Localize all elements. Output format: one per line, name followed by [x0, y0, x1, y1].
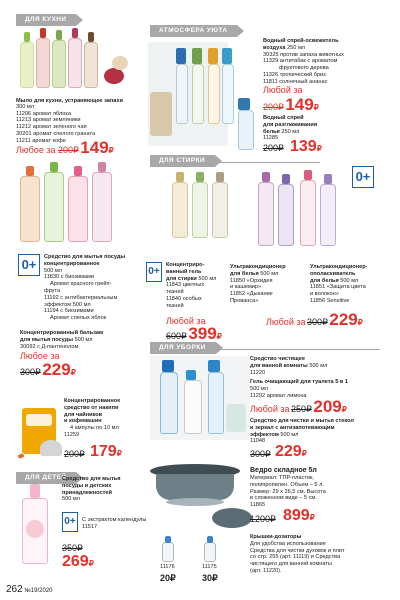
kids-sub: [82, 517, 152, 531]
kettle-sub: 4 ампулы по 10 мл: [70, 425, 119, 432]
dish-volume: 500 мл: [44, 267, 62, 274]
kettle-old-price: 200₽: [64, 449, 85, 459]
gel-variant-desc: тканей: [166, 302, 184, 309]
gel-title-2: ванный гель: [166, 268, 202, 275]
dish-price-values: [20, 360, 76, 381]
gel-variant: 11843 цветных: [166, 282, 205, 289]
glass-cleaner-title-2: и зеркал с антизапотевающим: [250, 424, 335, 431]
softener-title: Ультракондиционер: [230, 264, 286, 270]
kids-extract: С экстрактом календулы: [82, 517, 147, 523]
bucket-desc: Размер: 29 х 26,5 см. Высота: [250, 488, 326, 495]
price-label: Любой за: [266, 317, 306, 327]
new-price: 229: [42, 360, 71, 379]
softener-variant-desc: и кашемир»: [230, 284, 262, 291]
softener-variant: 11850 «Орхидея: [230, 277, 273, 284]
gel-title-3: для стирки: [166, 275, 197, 282]
bucket-new-price: [283, 506, 315, 526]
soap-variant: 11211 аромат кофе: [16, 137, 66, 144]
air-variant: 11329 антитабак с ароматом: [263, 58, 338, 65]
new-price: 399: [188, 324, 217, 343]
ironing-old-price: 200₽: [263, 143, 284, 153]
softener-variant-desc: Прованса»: [230, 297, 259, 304]
soap-variant: 11213 аромат земляники: [16, 117, 81, 124]
kettle-title-4: и кофемашин: [64, 418, 102, 425]
kids-volume: 500 мл: [62, 496, 80, 503]
air-title-2: воздуха: [263, 44, 286, 51]
bath-cleaner-info: [250, 356, 395, 400]
new-price: 179: [90, 443, 117, 460]
section-tag-laundry: ДЛЯ СТИРКИ: [150, 155, 215, 167]
air-variant: 11811 солнечный ананас: [263, 78, 328, 85]
bath-cleaner-code: 11220: [250, 369, 266, 376]
softener-volume: 500 мл: [258, 270, 279, 277]
balm-title: Концентрированный бальзам: [20, 330, 104, 336]
kettle-title: Концентрированное: [64, 398, 121, 404]
ironing-title: Водный спрей: [263, 115, 304, 121]
dish-info: [44, 254, 154, 322]
new-price: 269: [62, 553, 89, 570]
section-tag-cleaning: ДЛЯ УБОРКИ: [150, 342, 216, 354]
page-footer: [6, 584, 52, 596]
air-variant: 30325 против запаха животных: [263, 51, 344, 58]
bucket-old-price: 1200₽: [250, 514, 276, 524]
caps-info: [250, 534, 398, 575]
dish-variant-desc: Аромат красного грейп-: [50, 281, 112, 288]
currency: ₽: [341, 405, 347, 414]
bath-cleaner-volume: 500 мл: [307, 362, 328, 369]
dish-variant: 11194 с биозимами: [44, 308, 94, 315]
age-badge: 0+: [146, 262, 162, 282]
bucket-desc: Материал: ТПР-пластик,: [250, 475, 314, 481]
dish-variant-desc: эффектом 500 мл: [44, 301, 91, 308]
balm-volume: 500 мл: [72, 336, 93, 343]
softener2-variant: 11851 «Защита цвета: [310, 284, 366, 291]
caps-desc: чистящего для ванной комнаты: [250, 561, 332, 568]
glass-cleaner-volume: 500 мл: [278, 431, 299, 438]
glass-cleaner-title: Средство для чистки и мытья стекол: [250, 418, 354, 424]
new-price: 899: [283, 507, 310, 524]
issue-number: №19/2020: [22, 587, 53, 594]
divider: [210, 349, 380, 350]
bath-cleaner-title: Средство чистящее: [250, 356, 305, 362]
age-badge: 0+: [18, 254, 40, 276]
ironing-info: [263, 115, 383, 142]
bucket-desc: полипропилен. Объем – 5 л.: [250, 481, 324, 488]
currency: ₽: [316, 144, 322, 153]
dish-variant-desc: фрута: [44, 287, 61, 294]
currency: ₽: [88, 559, 94, 568]
currency: ₽: [108, 146, 114, 155]
old-price: 600₽: [166, 331, 187, 341]
softener2-variant-desc: и волокон»: [310, 291, 339, 298]
kids-old-price: 350₽: [62, 543, 83, 553]
bucket-title: Ведро складное 5л: [250, 467, 317, 474]
softener-variant: 11852 «Дыхание: [230, 291, 273, 298]
gel-variant-desc: тканей: [166, 289, 184, 296]
balm-title-2: для мытья посуды: [20, 336, 73, 343]
ironing-volume: 250 мл: [279, 128, 300, 135]
caps-title: Крышки-дозаторы: [250, 534, 302, 540]
currency: ₽: [301, 449, 307, 458]
price-label: Любой за: [263, 85, 303, 95]
age-badge: 0+: [352, 166, 374, 188]
softener-price: [266, 310, 363, 331]
air-variant: фруктового дерева: [279, 65, 329, 72]
kettle-new-price: [90, 442, 122, 462]
toilet-gel-title: Гель очищающий для туалета 5 в 1: [250, 379, 348, 386]
cap-price: 30₽: [202, 573, 218, 583]
currency: ₽: [357, 318, 363, 327]
divider: [210, 162, 320, 163]
caps-desc: Для удобства использования: [250, 540, 326, 547]
new-price: 149: [80, 138, 109, 157]
caps-desc: (арт. 11220).: [250, 567, 282, 574]
ironing-title-2: для разглаживания: [263, 121, 318, 128]
air-variant: 11326 тропический бриз: [263, 71, 326, 78]
bucket-info: [250, 467, 398, 509]
dish-variant: 11830 с биозимами: [44, 274, 95, 281]
glass-cleaner-code: 11048: [250, 438, 266, 445]
kids-new-price: [62, 552, 94, 572]
balm-code: 30092 с Д-пантенолом: [20, 343, 79, 350]
softener2-variant: 11856 Sensitive: [310, 297, 350, 304]
cap-price: 20₽: [160, 573, 176, 583]
old-price: 200₽: [263, 102, 284, 112]
kettle-title-3: для чайников: [64, 411, 103, 418]
softener-title-2: для белья: [230, 270, 259, 277]
gel-variant: 11840 особых: [166, 295, 202, 302]
age-badge: 0+: [62, 512, 78, 532]
glass-old-price: 300₽: [250, 449, 271, 459]
section-tag-atmosphere: АТМОСФЕРА УЮТА: [150, 25, 237, 37]
price-label: Любой за: [166, 316, 206, 326]
air-volume: 250 мл: [285, 44, 306, 51]
kids-title: Средство для мытья: [62, 476, 121, 482]
price-label: Любое за: [16, 145, 58, 155]
bath-cleaner-title-2: для ванной комнаты: [250, 362, 308, 369]
air-title: Водный спрей-освежитель: [263, 38, 339, 44]
bucket-code: 11865: [250, 502, 266, 509]
kettle-info: [64, 398, 154, 439]
softener2-title: Ультракондиционер-: [310, 264, 368, 270]
soap-variant: 11212 аромат зеленого чая: [16, 124, 87, 131]
dish-title: Средство для мытья посуды: [44, 254, 126, 260]
toilet-gel-volume: 500 мл: [250, 386, 268, 393]
gel-title: Концентриро-: [166, 262, 205, 268]
kids-info: [62, 476, 150, 503]
price-label: Любой за: [250, 404, 290, 414]
section-tag-kids: ДЛЯ ДЕТЕЙ: [16, 472, 76, 484]
old-price: 250₽: [291, 404, 312, 414]
kids-title-3: принадлежностей: [62, 489, 112, 496]
gel-price-values: [166, 324, 222, 345]
currency: ₽: [216, 332, 222, 341]
currency: ₽: [70, 368, 76, 377]
kettle-code: 11259: [64, 431, 80, 438]
ironing-new-price: [290, 137, 322, 157]
soap-variant: 30201 аромат спелого граната: [16, 130, 96, 137]
softener2-title-3: для белья: [310, 277, 339, 284]
softener2-title-2: ополаскиватель: [310, 270, 356, 277]
old-price: 200₽: [57, 145, 79, 155]
kettle-title-2: средство от накипи: [64, 404, 119, 411]
soap-price: [16, 138, 114, 159]
new-price: 229: [275, 443, 302, 460]
old-price: 300₽: [307, 317, 328, 327]
old-price: 300₽: [20, 367, 41, 377]
softener2-info: [310, 264, 396, 305]
dish-variant-desc: Аромат спелых яблок: [50, 315, 107, 322]
new-price: 229: [329, 310, 358, 329]
soap-volume: 300 мл: [16, 103, 34, 110]
price-label: Любое за: [20, 351, 60, 361]
currency: ₽: [309, 513, 315, 522]
soap-title: Мыло для кухни, устраняющее запахи: [16, 98, 123, 104]
kids-title-2: посуды и детских: [62, 482, 112, 489]
glass-new-price: [275, 442, 307, 462]
cleaners-price: [250, 397, 347, 418]
page-number: 262: [6, 583, 23, 595]
toilet-gel-code: 11292 аромат лимона: [250, 392, 307, 399]
caps-desc: Средства для чистки духовок и плит: [250, 547, 345, 554]
section-tag-kitchen: ДЛЯ КУХНИ: [16, 14, 76, 26]
balm-info: [20, 330, 150, 350]
softener-info: [230, 264, 310, 305]
soap-variant: 11206 аромат яблока: [16, 110, 72, 117]
ironing-title-3: белья: [263, 128, 280, 135]
new-price: 209: [313, 397, 342, 416]
ironing-code: 11285: [263, 135, 279, 142]
caps-desc: со стр. 255 (арт. 11119) и Средства: [250, 554, 341, 561]
currency: ₽: [313, 103, 319, 112]
air-price-values: [263, 95, 319, 116]
dish-title-2: концентрированное: [44, 260, 100, 267]
new-price: 139: [290, 138, 317, 155]
cap-code: 11176: [160, 564, 175, 570]
glass-cleaner-title-3: эффектом: [250, 431, 279, 438]
softener2-volume: 500 мл: [338, 277, 359, 284]
glass-cleaner-info: [250, 418, 398, 445]
cap-code: 11175: [202, 564, 217, 570]
kids-code: 11517: [82, 523, 98, 530]
gel-volume: 500 мл: [196, 275, 217, 282]
dish-variant: 11192 с антибактериальным: [44, 294, 118, 301]
air-info: [263, 38, 393, 86]
bucket-desc: в сложенном виде – 5 см.: [250, 495, 317, 502]
new-price: 149: [285, 95, 314, 114]
currency: ₽: [116, 449, 122, 458]
